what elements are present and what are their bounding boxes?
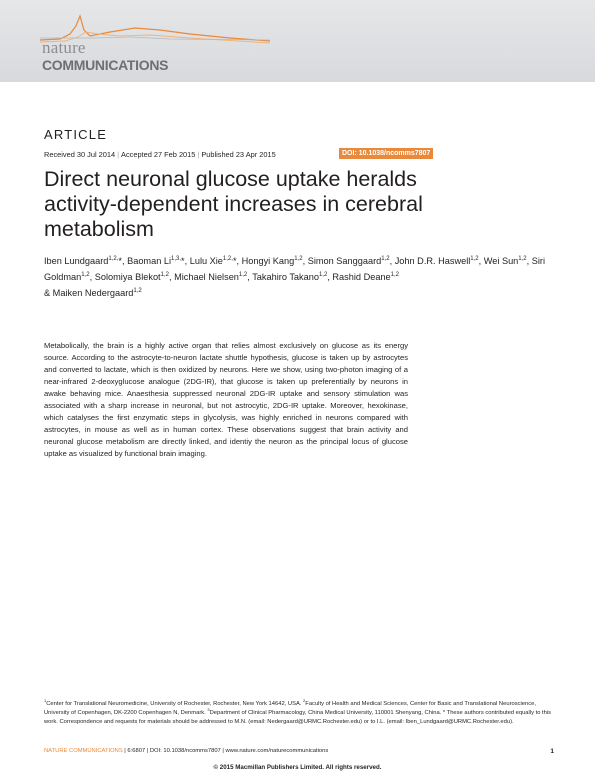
author-separator: , [302,256,308,266]
author-name: Michael Nielsen [174,272,239,282]
author-affiliation-marker: 1,2 [238,272,248,278]
author-equal-contribution-mark: * [232,256,237,266]
affiliation-marker: 1 [44,698,47,703]
abstract: Metabolically, the brain is a highly active organ that relies almost exclusively on glucose as its energy source. According to the astrocyte-to-neuron lactate shuttle hypothesis, glucose is taken up by astrocytes and converted to lactate, which is then oxidized by neurons. Here we show, using two-photon imaging of a near-infrared 2-deoxyglucose analogue (2DG-IR), that glucose is taken up preferentially by neurons in awake behaving mice. Anaesthesia suppressed neuronal 2DG-IR uptake and sensory stimulation was associated with a sharp increase in neuronal, but not astrocytic, 2DG-IR uptake. Moreover, hexokinase, which catalyses the first enzymatic steps in glycolysis, was highly enriched in neurons compared with astrocytes, in mouse as well as in human cortex. These observations suggest that brain activity and neuronal glucose metabolism are directly linked, and identiy the neuron as the principal locus of glucose uptake as visualized by functional brain imaging. [44,341,408,458]
journal-name-nature: nature [42,38,86,57]
author-entry [308,256,395,266]
author-affiliation-marker: 1,2 [390,272,399,278]
author-name: Wei Sun [483,256,519,266]
author-name: John D.R. Haswell [394,256,471,266]
author-name: Rashid Deane [332,272,391,282]
page-footer [44,748,554,758]
author-separator: , [184,256,190,266]
author-separator: , [236,256,242,266]
author-list [44,253,564,301]
author-separator: , [389,256,395,266]
author-name: Lulu Xie [189,256,223,266]
author-entry [242,256,308,266]
affiliations-footnote [44,700,554,727]
author-affiliation-marker: 1,2 [318,272,328,278]
author-entry [395,256,484,266]
author-affiliation-marker: 1,3, [171,256,182,262]
journal-masthead [0,0,595,82]
author-entry [332,272,399,282]
author-separator: , [168,272,175,282]
author-entry [252,272,332,282]
author-equal-contribution-mark: * [181,256,185,266]
author-name: Baoman Li [127,256,172,266]
author-separator: , [526,256,532,266]
author-affiliation-marker: 1,2 [294,256,303,262]
author-affiliation-marker: 1,2 [160,272,169,278]
author-affiliation-marker: 1,2, [222,256,233,262]
affiliation-marker: 2 [303,698,306,703]
author-affiliation-marker: 1,2 [81,272,90,278]
affiliation-1: Center for Translational Neuromedicine, University of Rochester, Rochester, New York 14642, USA. [46,701,304,707]
author-name: Takahiro Takano [252,272,319,282]
author-separator: , [121,256,128,266]
author-entry [484,256,532,266]
author-entry [190,256,242,266]
author-separator: , [478,256,484,266]
author-entry [44,288,142,298]
author-separator: , [247,272,253,282]
author-name: & Maiken Nedergaard [44,288,134,298]
author-name: Simon Sanggaard [307,256,382,266]
author-name: Solomiya Blekot [94,272,161,282]
author-name: Hongyi Kang [241,256,295,266]
article-dates: Received 30 Jul 2014 | Accepted 27 Feb 2015 | Published 23 Apr 2015 [44,150,276,159]
author-name: Iben Lundgaard [44,256,109,266]
author-affiliation-marker: 1,2 [518,256,527,262]
author-separator: , [327,272,333,282]
journal-name-communications: COMMUNICATIONS [42,57,169,73]
affiliation-2: Faculty of Health and Medical Sciences, Center for Basic and Translational Neuroscience, University of Copenhagen, DK-2200 Copenhagen N, Denmark. [44,701,536,716]
author-affiliation-marker: 1,2 [133,288,142,294]
author-entry [127,256,190,266]
footer-journal-name: NATURE COMMUNICATIONS [44,748,123,754]
author-entry [44,256,127,266]
article-title: Direct neuronal glucose uptake heralds activity-dependent increases in cerebral metabolism [44,167,423,241]
affiliation-3: Department of Clinical Pharmacology, China Medical University, 110001 Shenyang, China. [209,710,443,716]
accepted-date: Accepted 27 Feb 2015 [121,150,196,159]
page-number: 1 [550,748,554,755]
author-affiliation-marker: 1,2 [381,256,390,262]
affiliation-marker: 3 [207,707,210,712]
author-name: Siri Goldman [44,256,546,282]
author-affiliation-marker: 1,2 [470,256,479,262]
author-separator: , [89,272,95,282]
received-date: Received 30 Jul 2014 [44,150,116,159]
author-equal-contribution-mark: * [118,256,122,266]
published-date: Published 23 Apr 2015 [201,150,276,159]
doi-badge[interactable]: DOI: 10.1038/ncomms7807 [339,148,433,159]
author-entry [174,272,252,282]
footer-citation[interactable]: | 6:6807 | DOI: 10.1038/ncomms7807 | www.nature.com/naturecommunications [122,748,329,754]
correspondence-note: * These authors contributed equally to this work. Correspondence and requests for materials should be addressed to M.N. (email: Nedergaard@URMC.Rochester.edu) or to I.L. (email: Iben_Lundgaard@URMC.Rochester.edu). [44,710,552,725]
author-affiliation-marker: 1,2, [108,256,119,262]
article-type-label: ARTICLE [44,127,108,142]
copyright-notice: © 2015 Macmillan Publishers Limited. All rights reserved. [213,764,382,771]
author-entry [95,272,174,282]
